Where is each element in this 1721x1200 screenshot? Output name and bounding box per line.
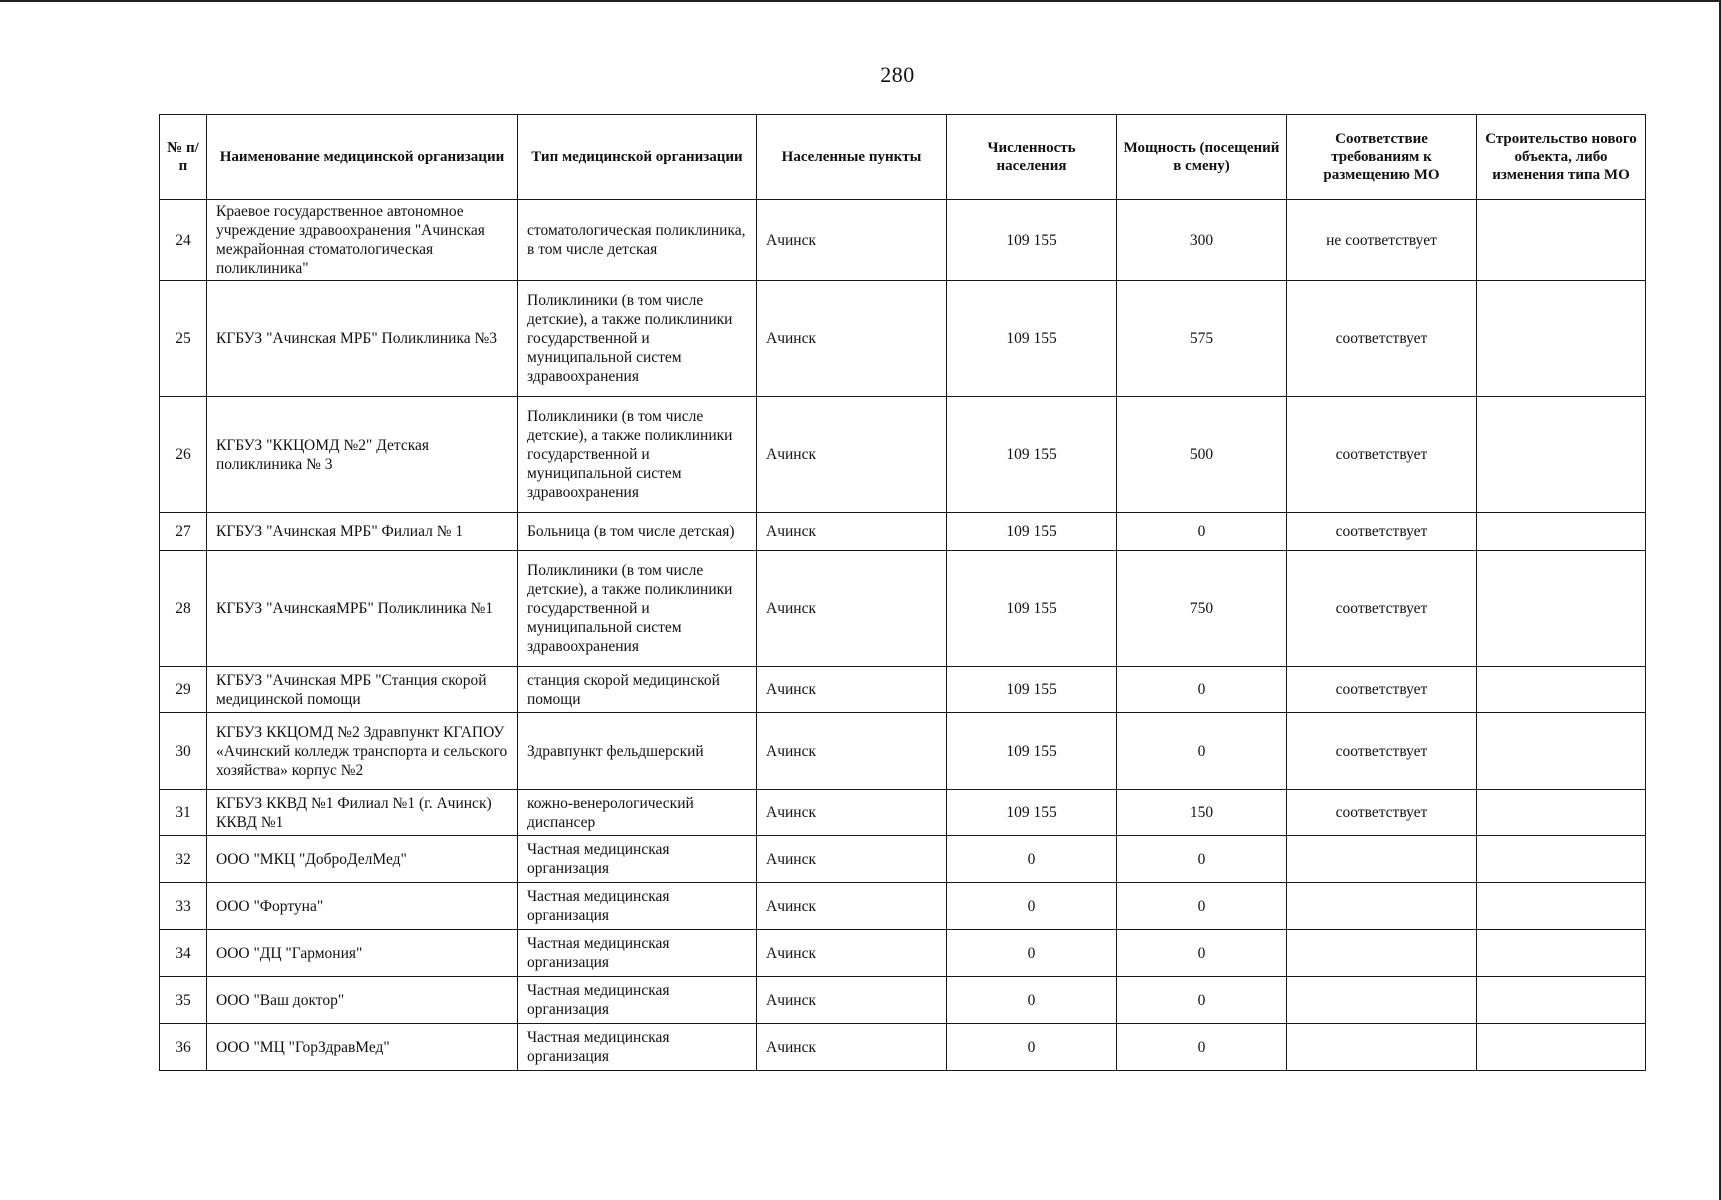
medical-organizations-table — [159, 114, 1646, 1071]
cell-population: 0 — [947, 930, 1117, 977]
cell-construction — [1477, 200, 1646, 281]
cell-compliance: соответствует — [1287, 513, 1477, 551]
cell-population: 0 — [947, 883, 1117, 930]
cell-construction — [1477, 977, 1646, 1024]
cell-compliance: соответствует — [1287, 667, 1477, 713]
cell-org-type: Поликлиники (в том числе детские), а также поликлиники государственной и муниципальной систем здравоохранения — [518, 551, 757, 667]
cell-construction — [1477, 930, 1646, 977]
cell-org-type: Частная медицинская организация — [518, 930, 757, 977]
table-row — [160, 930, 1646, 977]
cell-compliance — [1287, 883, 1477, 930]
header-construction: Строительство нового объекта, либо изменения типа МО — [1477, 115, 1646, 200]
cell-locality: Ачинск — [757, 281, 947, 397]
cell-construction — [1477, 883, 1646, 930]
cell-org-type: Частная медицинская организация — [518, 883, 757, 930]
table-row — [160, 836, 1646, 883]
cell-capacity: 0 — [1117, 930, 1287, 977]
cell-locality: Ачинск — [757, 790, 947, 836]
cell-capacity: 0 — [1117, 836, 1287, 883]
cell-org-type: кожно-венерологический диспансер — [518, 790, 757, 836]
cell-org-name: КГБУЗ ККЦОМД №2 Здравпункт КГАПОУ «Ачинский колледж транспорта и сельского хозяйства» корпус №2 — [207, 713, 518, 790]
header-num: № п/п — [160, 115, 207, 200]
cell-construction — [1477, 397, 1646, 513]
header-localities: Населенные пункты — [757, 115, 947, 200]
cell-num: 29 — [160, 667, 207, 713]
table-row — [160, 1024, 1646, 1071]
cell-org-name: КГБУЗ "ККЦОМД №2" Детская поликлиника № 3 — [207, 397, 518, 513]
table-row — [160, 713, 1646, 790]
cell-capacity: 750 — [1117, 551, 1287, 667]
cell-population: 109 155 — [947, 281, 1117, 397]
cell-capacity: 300 — [1117, 200, 1287, 281]
header-org-type: Тип медицинской организации — [518, 115, 757, 200]
cell-org-type: Здравпункт фельдшерский — [518, 713, 757, 790]
cell-num: 27 — [160, 513, 207, 551]
cell-locality: Ачинск — [757, 551, 947, 667]
cell-population: 0 — [947, 1024, 1117, 1071]
cell-num: 26 — [160, 397, 207, 513]
cell-num: 36 — [160, 1024, 207, 1071]
table-row — [160, 551, 1646, 667]
cell-org-name: КГБУЗ "АчинскаяМРБ" Поликлиника №1 — [207, 551, 518, 667]
cell-capacity: 150 — [1117, 790, 1287, 836]
cell-construction — [1477, 790, 1646, 836]
cell-locality: Ачинск — [757, 836, 947, 883]
cell-construction — [1477, 836, 1646, 883]
cell-population: 109 155 — [947, 667, 1117, 713]
cell-construction — [1477, 1024, 1646, 1071]
table-row — [160, 281, 1646, 397]
cell-org-name: КГБУЗ "Ачинская МРБ" Филиал № 1 — [207, 513, 518, 551]
cell-construction — [1477, 551, 1646, 667]
table-row — [160, 200, 1646, 281]
cell-num: 33 — [160, 883, 207, 930]
cell-org-type: Частная медицинская организация — [518, 1024, 757, 1071]
cell-population: 109 155 — [947, 513, 1117, 551]
cell-org-name: Краевое государственное автономное учреждение здравоохранения "Ачинская межрайонная стоматологическая поликлиника" — [207, 200, 518, 281]
cell-org-name: КГБУЗ "Ачинская МРБ" Поликлиника №3 — [207, 281, 518, 397]
header-org-name: Наименование медицинской организации — [207, 115, 518, 200]
cell-compliance: соответствует — [1287, 713, 1477, 790]
header-population: Численность населения — [947, 115, 1117, 200]
cell-construction — [1477, 713, 1646, 790]
cell-org-name: ООО "МЦ "ГорЗдравМед" — [207, 1024, 518, 1071]
cell-locality: Ачинск — [757, 667, 947, 713]
table-row — [160, 513, 1646, 551]
cell-locality: Ачинск — [757, 883, 947, 930]
cell-org-name: ООО "Фортуна" — [207, 883, 518, 930]
header-compliance: Соответствие требованиям к размещению МО — [1287, 115, 1477, 200]
cell-compliance — [1287, 836, 1477, 883]
cell-construction — [1477, 513, 1646, 551]
cell-capacity: 0 — [1117, 977, 1287, 1024]
cell-compliance: соответствует — [1287, 790, 1477, 836]
cell-locality: Ачинск — [757, 930, 947, 977]
cell-compliance — [1287, 977, 1477, 1024]
cell-org-type: Частная медицинская организация — [518, 977, 757, 1024]
cell-org-name: КГБУЗ ККВД №1 Филиал №1 (г. Ачинск) ККВД №1 — [207, 790, 518, 836]
cell-locality: Ачинск — [757, 397, 947, 513]
cell-locality: Ачинск — [757, 713, 947, 790]
table-row — [160, 397, 1646, 513]
cell-population: 109 155 — [947, 551, 1117, 667]
cell-capacity: 500 — [1117, 397, 1287, 513]
cell-capacity: 0 — [1117, 713, 1287, 790]
cell-locality: Ачинск — [757, 200, 947, 281]
cell-org-type: Частная медицинская организация — [518, 836, 757, 883]
header-capacity: Мощность (посещений в смену) — [1117, 115, 1287, 200]
cell-compliance: соответствует — [1287, 551, 1477, 667]
cell-locality: Ачинск — [757, 513, 947, 551]
cell-locality: Ачинск — [757, 1024, 947, 1071]
cell-capacity: 0 — [1117, 667, 1287, 713]
page-number: 280 — [880, 62, 915, 87]
cell-construction — [1477, 281, 1646, 397]
cell-org-name: ООО "ДЦ "Гармония" — [207, 930, 518, 977]
table-row — [160, 790, 1646, 836]
cell-num: 24 — [160, 200, 207, 281]
table-header-row — [160, 115, 1646, 200]
cell-population: 109 155 — [947, 790, 1117, 836]
cell-population: 109 155 — [947, 397, 1117, 513]
cell-num: 30 — [160, 713, 207, 790]
cell-capacity: 575 — [1117, 281, 1287, 397]
cell-population: 109 155 — [947, 713, 1117, 790]
cell-num: 34 — [160, 930, 207, 977]
cell-population: 0 — [947, 977, 1117, 1024]
cell-num: 31 — [160, 790, 207, 836]
cell-org-type: станция скорой медицинской помощи — [518, 667, 757, 713]
cell-compliance: соответствует — [1287, 281, 1477, 397]
cell-org-type: Поликлиники (в том числе детские), а также поликлиники государственной и муниципальной систем здравоохранения — [518, 281, 757, 397]
scan-border-top — [0, 0, 1721, 2]
cell-compliance — [1287, 930, 1477, 977]
cell-num: 28 — [160, 551, 207, 667]
cell-population: 109 155 — [947, 200, 1117, 281]
cell-org-name: КГБУЗ "Ачинская МРБ "Станция скорой медицинской помощи — [207, 667, 518, 713]
cell-capacity: 0 — [1117, 883, 1287, 930]
cell-capacity: 0 — [1117, 513, 1287, 551]
cell-org-type: стоматологическая поликлиника, в том числе детская — [518, 200, 757, 281]
table-row — [160, 883, 1646, 930]
table-row — [160, 977, 1646, 1024]
cell-population: 0 — [947, 836, 1117, 883]
table-row — [160, 667, 1646, 713]
cell-org-name: ООО "Ваш доктор" — [207, 977, 518, 1024]
cell-capacity: 0 — [1117, 1024, 1287, 1071]
cell-org-name: ООО "МКЦ "ДоброДелМед" — [207, 836, 518, 883]
cell-num: 35 — [160, 977, 207, 1024]
cell-org-type: Больница (в том числе детская) — [518, 513, 757, 551]
cell-num: 25 — [160, 281, 207, 397]
cell-num: 32 — [160, 836, 207, 883]
cell-org-type: Поликлиники (в том числе детские), а также поликлиники государственной и муниципальной систем здравоохранения — [518, 397, 757, 513]
cell-compliance: соответствует — [1287, 397, 1477, 513]
cell-locality: Ачинск — [757, 977, 947, 1024]
cell-compliance — [1287, 1024, 1477, 1071]
cell-compliance: не соответствует — [1287, 200, 1477, 281]
cell-construction — [1477, 667, 1646, 713]
